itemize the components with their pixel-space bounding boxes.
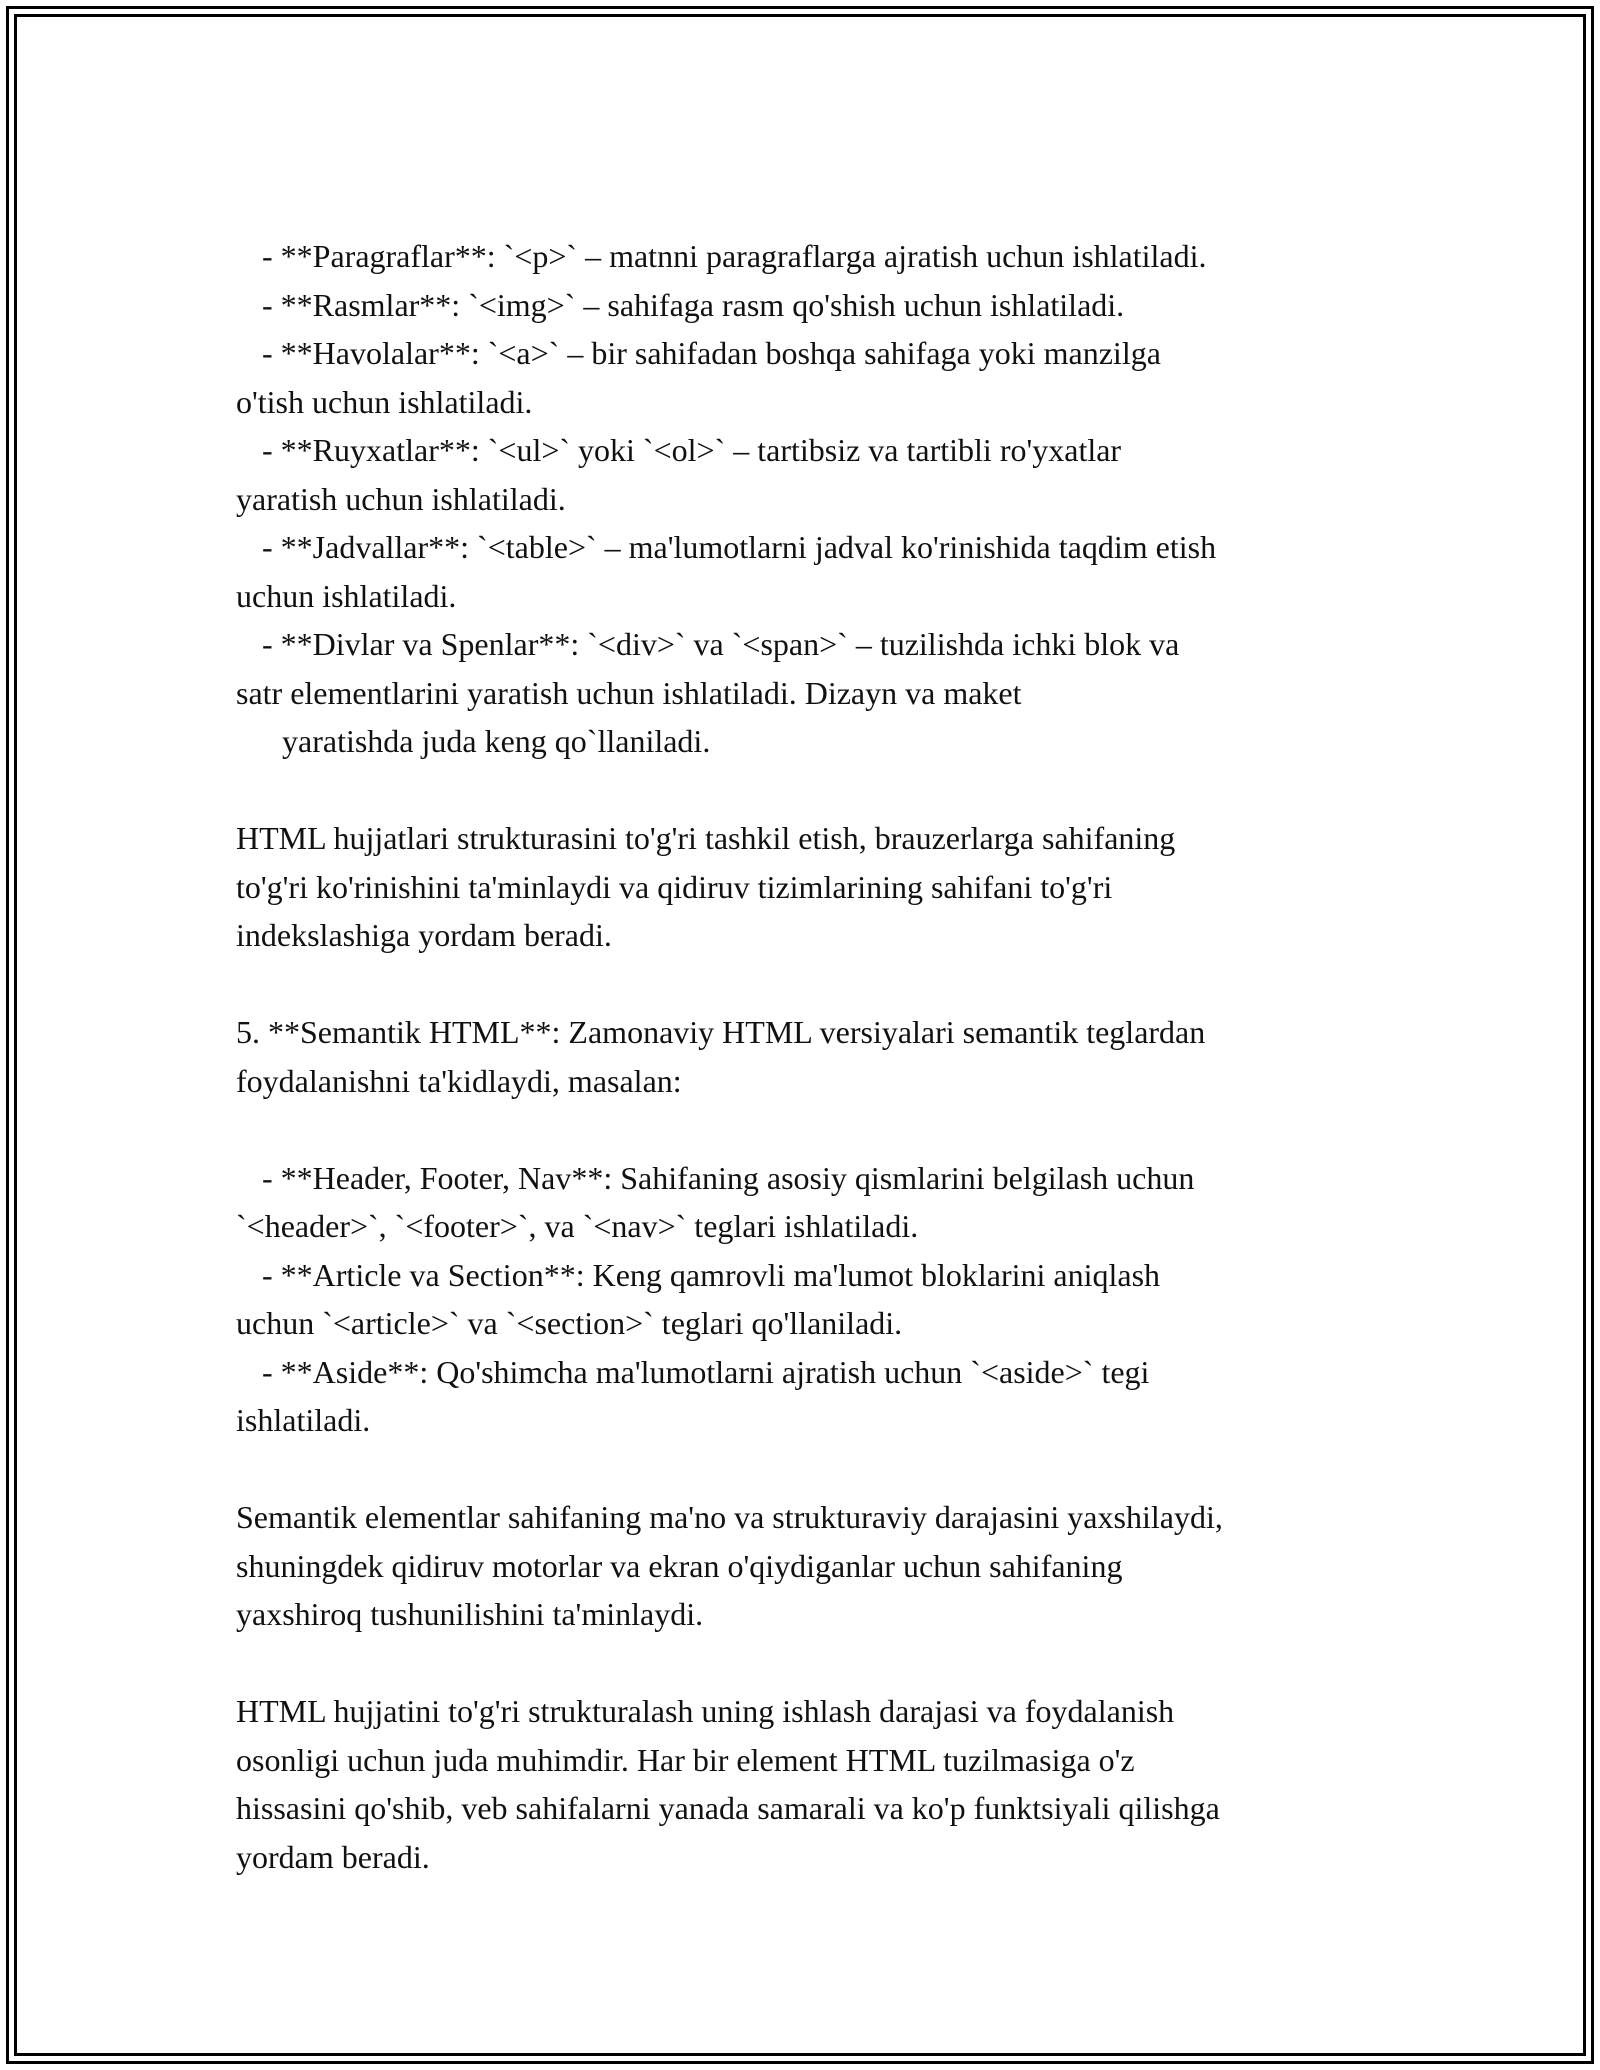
- text-line: `<header>`, `<footer>`, va `<nav>` teglari ishlatiladi.: [236, 1208, 919, 1244]
- blank-line: [236, 1105, 1396, 1154]
- text-line: o'tish uchun ishlatiladi.: [236, 383, 533, 420]
- document-body: [236, 232, 1396, 1881]
- text-line: yordam beradi.: [236, 1838, 430, 1875]
- text-line: indekslashiga yordam beradi.: [236, 917, 612, 953]
- text-line: uchun ishlatiladi.: [236, 577, 457, 614]
- text-line: - **Article va Section**: Keng qamrovli ma'lumot bloklarini aniqlash: [262, 1256, 1161, 1293]
- text-line: hissasini qo'shib, veb sahifalarni yanada samarali va ko'p funktsiyali qilishga: [236, 1790, 1220, 1826]
- text-line: ishlatiladi.: [236, 1402, 371, 1438]
- text-line: HTML hujjatini to'g'ri strukturalash uning ishlash darajasi va foydalanish: [236, 1693, 1175, 1729]
- blank-line: [236, 766, 1396, 815]
- text-line: - **Paragraflar**: `<p>` – matnni paragraflarga ajratish uchun ishlatiladi.: [262, 238, 1207, 274]
- text-line: - **Divlar va Spenlar**: `<div>` va `<span>` – tuzilishda ichki blok va: [262, 626, 1180, 662]
- text-line: satr elementlarini yaratish uchun ishlatiladi. Dizayn va maket: [236, 674, 1022, 711]
- text-line: HTML hujjatlari strukturasini to'g'ri tashkil etish, brauzerlarga sahifaning: [236, 820, 1176, 856]
- blank-line: [236, 1445, 1396, 1494]
- text-line: osonligi uchun juda muhimdir. Har bir element HTML tuzilmasiga o'z: [236, 1741, 1135, 1778]
- text-line: - **Havolalar**: `<a>` – bir sahifadan boshqa sahifaga yoki manzilga: [262, 335, 1161, 371]
- text-line: Semantik elementlar sahifaning ma'no va strukturaviy darajasini yaxshilaydi,: [236, 1499, 1223, 1535]
- text-line: yaxshiroq tushunilishini ta'minlaydi.: [236, 1596, 704, 1632]
- text-line: yaratishda juda keng qo`llaniladi.: [282, 723, 711, 759]
- text-line: foydalanishni ta'kidlaydi, masalan:: [236, 1062, 682, 1099]
- text-line: - **Jadvallar**: `<table>` – ma'lumotlarni jadval ko'rinishida taqdim etish: [262, 529, 1217, 565]
- blank-line: [236, 1639, 1396, 1688]
- text-line: - **Header, Footer, Nav**: Sahifaning asosiy qismlarini belgilash uchun: [262, 1159, 1195, 1196]
- text-line: shuningdek qidiruv motorlar va ekran o'qiydiganlar uchun sahifaning: [236, 1547, 1123, 1584]
- text-line: - **Rasmlar**: `<img>` – sahifaga rasm qo'shish uchun ishlatiladi.: [262, 286, 1125, 323]
- text-line: yaratish uchun ishlatiladi.: [236, 480, 566, 517]
- text-line: - **Aside**: Qo'shimcha ma'lumotlarni ajratish uchun `<aside>` tegi: [262, 1353, 1150, 1390]
- text-line: to'g'ri ko'rinishini ta'minlaydi va qidiruv tizimlarining sahifani to'g'ri: [236, 868, 1113, 905]
- text-line: 5. **Semantik HTML**: Zamonaviy HTML versiyalari semantik teglardan: [236, 1014, 1206, 1050]
- blank-line: [236, 960, 1396, 1009]
- text-line: uchun `<article>` va `<section>` teglari qo'llaniladi.: [236, 1305, 903, 1341]
- text-line: - **Ruyxatlar**: `<ul>` yoki `<ol>` – tartibsiz va tartibli ro'yxatlar: [262, 432, 1122, 468]
